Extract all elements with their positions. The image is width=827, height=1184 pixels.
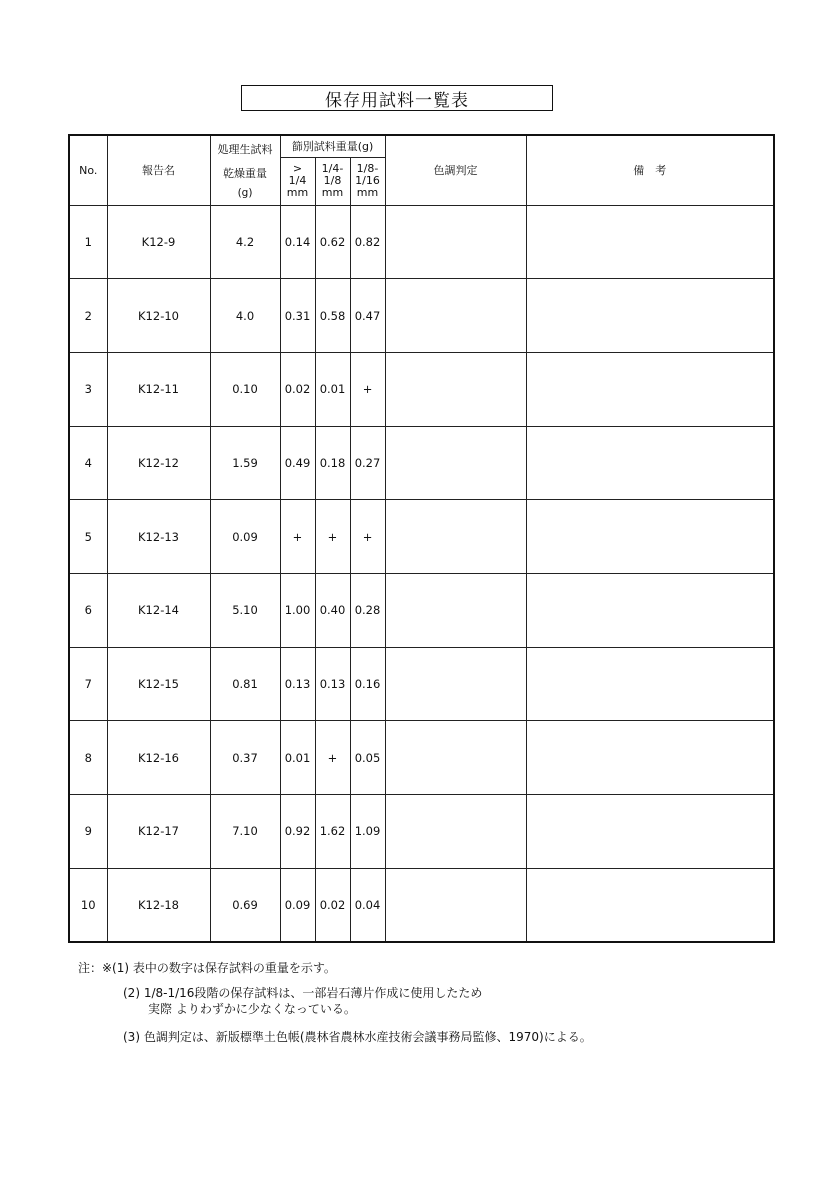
cell-remarks xyxy=(526,352,774,426)
cell-remarks xyxy=(526,647,774,721)
header-sieve-2 xyxy=(315,157,350,205)
cell-no: 5 xyxy=(69,500,107,574)
cell-color xyxy=(385,279,526,353)
table-row xyxy=(69,647,774,721)
header-report-name: 報告名 xyxy=(107,135,210,205)
cell-sieve-3: 0.47 xyxy=(350,279,385,353)
sample-table xyxy=(68,134,775,943)
cell-no: 1 xyxy=(69,205,107,279)
header-sieve-2-line2: 1/8 xyxy=(323,174,342,187)
table-row xyxy=(69,573,774,647)
cell-dry-weight: 7.10 xyxy=(210,795,280,869)
note-3: (3) 色調判定は、新版標準土色帳(農林省農林水産技術会議事務局監修、1970)による。 xyxy=(123,1030,592,1044)
cell-dry-weight: 0.37 xyxy=(210,721,280,795)
cell-no: 4 xyxy=(69,426,107,500)
cell-sieve-3: 0.27 xyxy=(350,426,385,500)
cell-sieve-1: 0.02 xyxy=(280,352,315,426)
header-sieve-group: 篩別試料重量(g) xyxy=(280,135,385,157)
cell-report-name: K12-9 xyxy=(107,205,210,279)
table-row xyxy=(69,352,774,426)
table-row xyxy=(69,500,774,574)
cell-dry-weight: 4.2 xyxy=(210,205,280,279)
cell-sieve-1: 0.13 xyxy=(280,647,315,721)
cell-sieve-3: 0.16 xyxy=(350,647,385,721)
cell-sieve-3: 0.28 xyxy=(350,573,385,647)
cell-dry-weight: 1.59 xyxy=(210,426,280,500)
cell-dry-weight: 5.10 xyxy=(210,573,280,647)
cell-dry-weight: 0.69 xyxy=(210,868,280,942)
cell-no: 9 xyxy=(69,795,107,869)
header-sieve-3-line1: 1/8- xyxy=(356,162,379,175)
cell-dry-weight: 0.10 xyxy=(210,352,280,426)
cell-color xyxy=(385,426,526,500)
table-row xyxy=(69,795,774,869)
cell-color xyxy=(385,352,526,426)
page-title: 保存用試料一覧表 xyxy=(241,85,553,111)
cell-report-name: K12-12 xyxy=(107,426,210,500)
header-sieve-3-line2: 1/16 xyxy=(355,174,380,187)
cell-remarks xyxy=(526,868,774,942)
cell-report-name: K12-10 xyxy=(107,279,210,353)
cell-remarks xyxy=(526,500,774,574)
table-row xyxy=(69,205,774,279)
cell-sieve-3: 0.04 xyxy=(350,868,385,942)
cell-sieve-2: 0.01 xyxy=(315,352,350,426)
cell-no: 3 xyxy=(69,352,107,426)
cell-sieve-2: 0.58 xyxy=(315,279,350,353)
cell-sieve-1: + xyxy=(280,500,315,574)
note-1: 注：※(1) 表中の数字は保存試料の重量を示す。 xyxy=(78,961,336,975)
header-remarks: 備 考 xyxy=(526,135,774,205)
cell-report-name: K12-11 xyxy=(107,352,210,426)
cell-sieve-1: 0.92 xyxy=(280,795,315,869)
cell-report-name: K12-13 xyxy=(107,500,210,574)
table-row xyxy=(69,868,774,942)
cell-remarks xyxy=(526,205,774,279)
cell-sieve-1: 0.31 xyxy=(280,279,315,353)
header-color: 色調判定 xyxy=(385,135,526,205)
cell-color xyxy=(385,205,526,279)
cell-sieve-1: 0.14 xyxy=(280,205,315,279)
cell-sieve-2: 0.62 xyxy=(315,205,350,279)
cell-dry-weight: 0.09 xyxy=(210,500,280,574)
header-sieve-3-unit: mm xyxy=(356,186,379,199)
cell-sieve-1: 0.09 xyxy=(280,868,315,942)
cell-report-name: K12-17 xyxy=(107,795,210,869)
cell-remarks xyxy=(526,573,774,647)
cell-no: 2 xyxy=(69,279,107,353)
table-row xyxy=(69,426,774,500)
cell-color xyxy=(385,573,526,647)
cell-sieve-1: 0.49 xyxy=(280,426,315,500)
table-row xyxy=(69,721,774,795)
header-no: No. xyxy=(69,135,107,205)
cell-sieve-1: 0.01 xyxy=(280,721,315,795)
cell-sieve-3: + xyxy=(350,352,385,426)
cell-color xyxy=(385,721,526,795)
cell-remarks xyxy=(526,721,774,795)
cell-report-name: K12-15 xyxy=(107,647,210,721)
header-sieve-1 xyxy=(280,157,315,205)
cell-dry-weight: 0.81 xyxy=(210,647,280,721)
cell-remarks xyxy=(526,279,774,353)
cell-remarks xyxy=(526,795,774,869)
cell-remarks xyxy=(526,426,774,500)
note-2: (2) 1/8-1/16段階の保存試料は、一部岩石薄片作成に使用したため xyxy=(123,986,483,1000)
header-sieve-1-unit: mm xyxy=(286,186,309,199)
cell-color xyxy=(385,795,526,869)
cell-sieve-2: + xyxy=(315,500,350,574)
cell-no: 8 xyxy=(69,721,107,795)
cell-dry-weight: 4.0 xyxy=(210,279,280,353)
header-sieve-3 xyxy=(350,157,385,205)
cell-color xyxy=(385,500,526,574)
header-sieve-2-line1: 1/4- xyxy=(321,162,344,175)
cell-report-name: K12-18 xyxy=(107,868,210,942)
cell-sieve-1: 1.00 xyxy=(280,573,315,647)
cell-no: 7 xyxy=(69,647,107,721)
header-sieve-1-line2: 1/4 xyxy=(288,174,307,187)
cell-sieve-2: 0.13 xyxy=(315,647,350,721)
cell-sieve-2: 0.40 xyxy=(315,573,350,647)
cell-color xyxy=(385,647,526,721)
cell-report-name: K12-16 xyxy=(107,721,210,795)
cell-no: 6 xyxy=(69,573,107,647)
header-dry-weight-line2: 乾燥重量 xyxy=(223,167,267,181)
header-sieve-1-line1: > xyxy=(292,162,303,175)
cell-sieve-3: + xyxy=(350,500,385,574)
header-sieve-2-unit: mm xyxy=(321,186,344,199)
note-2-continued: 実際 よりわずかに少なくなっている。 xyxy=(148,1002,356,1016)
header-dry-weight-unit: (g) xyxy=(237,187,253,200)
cell-sieve-2: 0.18 xyxy=(315,426,350,500)
cell-sieve-2: 1.62 xyxy=(315,795,350,869)
header-dry-weight xyxy=(210,135,280,205)
cell-sieve-3: 0.05 xyxy=(350,721,385,795)
cell-sieve-3: 0.82 xyxy=(350,205,385,279)
cell-sieve-2: + xyxy=(315,721,350,795)
cell-no: 10 xyxy=(69,868,107,942)
cell-color xyxy=(385,868,526,942)
cell-report-name: K12-14 xyxy=(107,573,210,647)
table-row xyxy=(69,279,774,353)
header-dry-weight-line1: 処理生試料 xyxy=(217,143,273,157)
cell-sieve-2: 0.02 xyxy=(315,868,350,942)
cell-sieve-3: 1.09 xyxy=(350,795,385,869)
